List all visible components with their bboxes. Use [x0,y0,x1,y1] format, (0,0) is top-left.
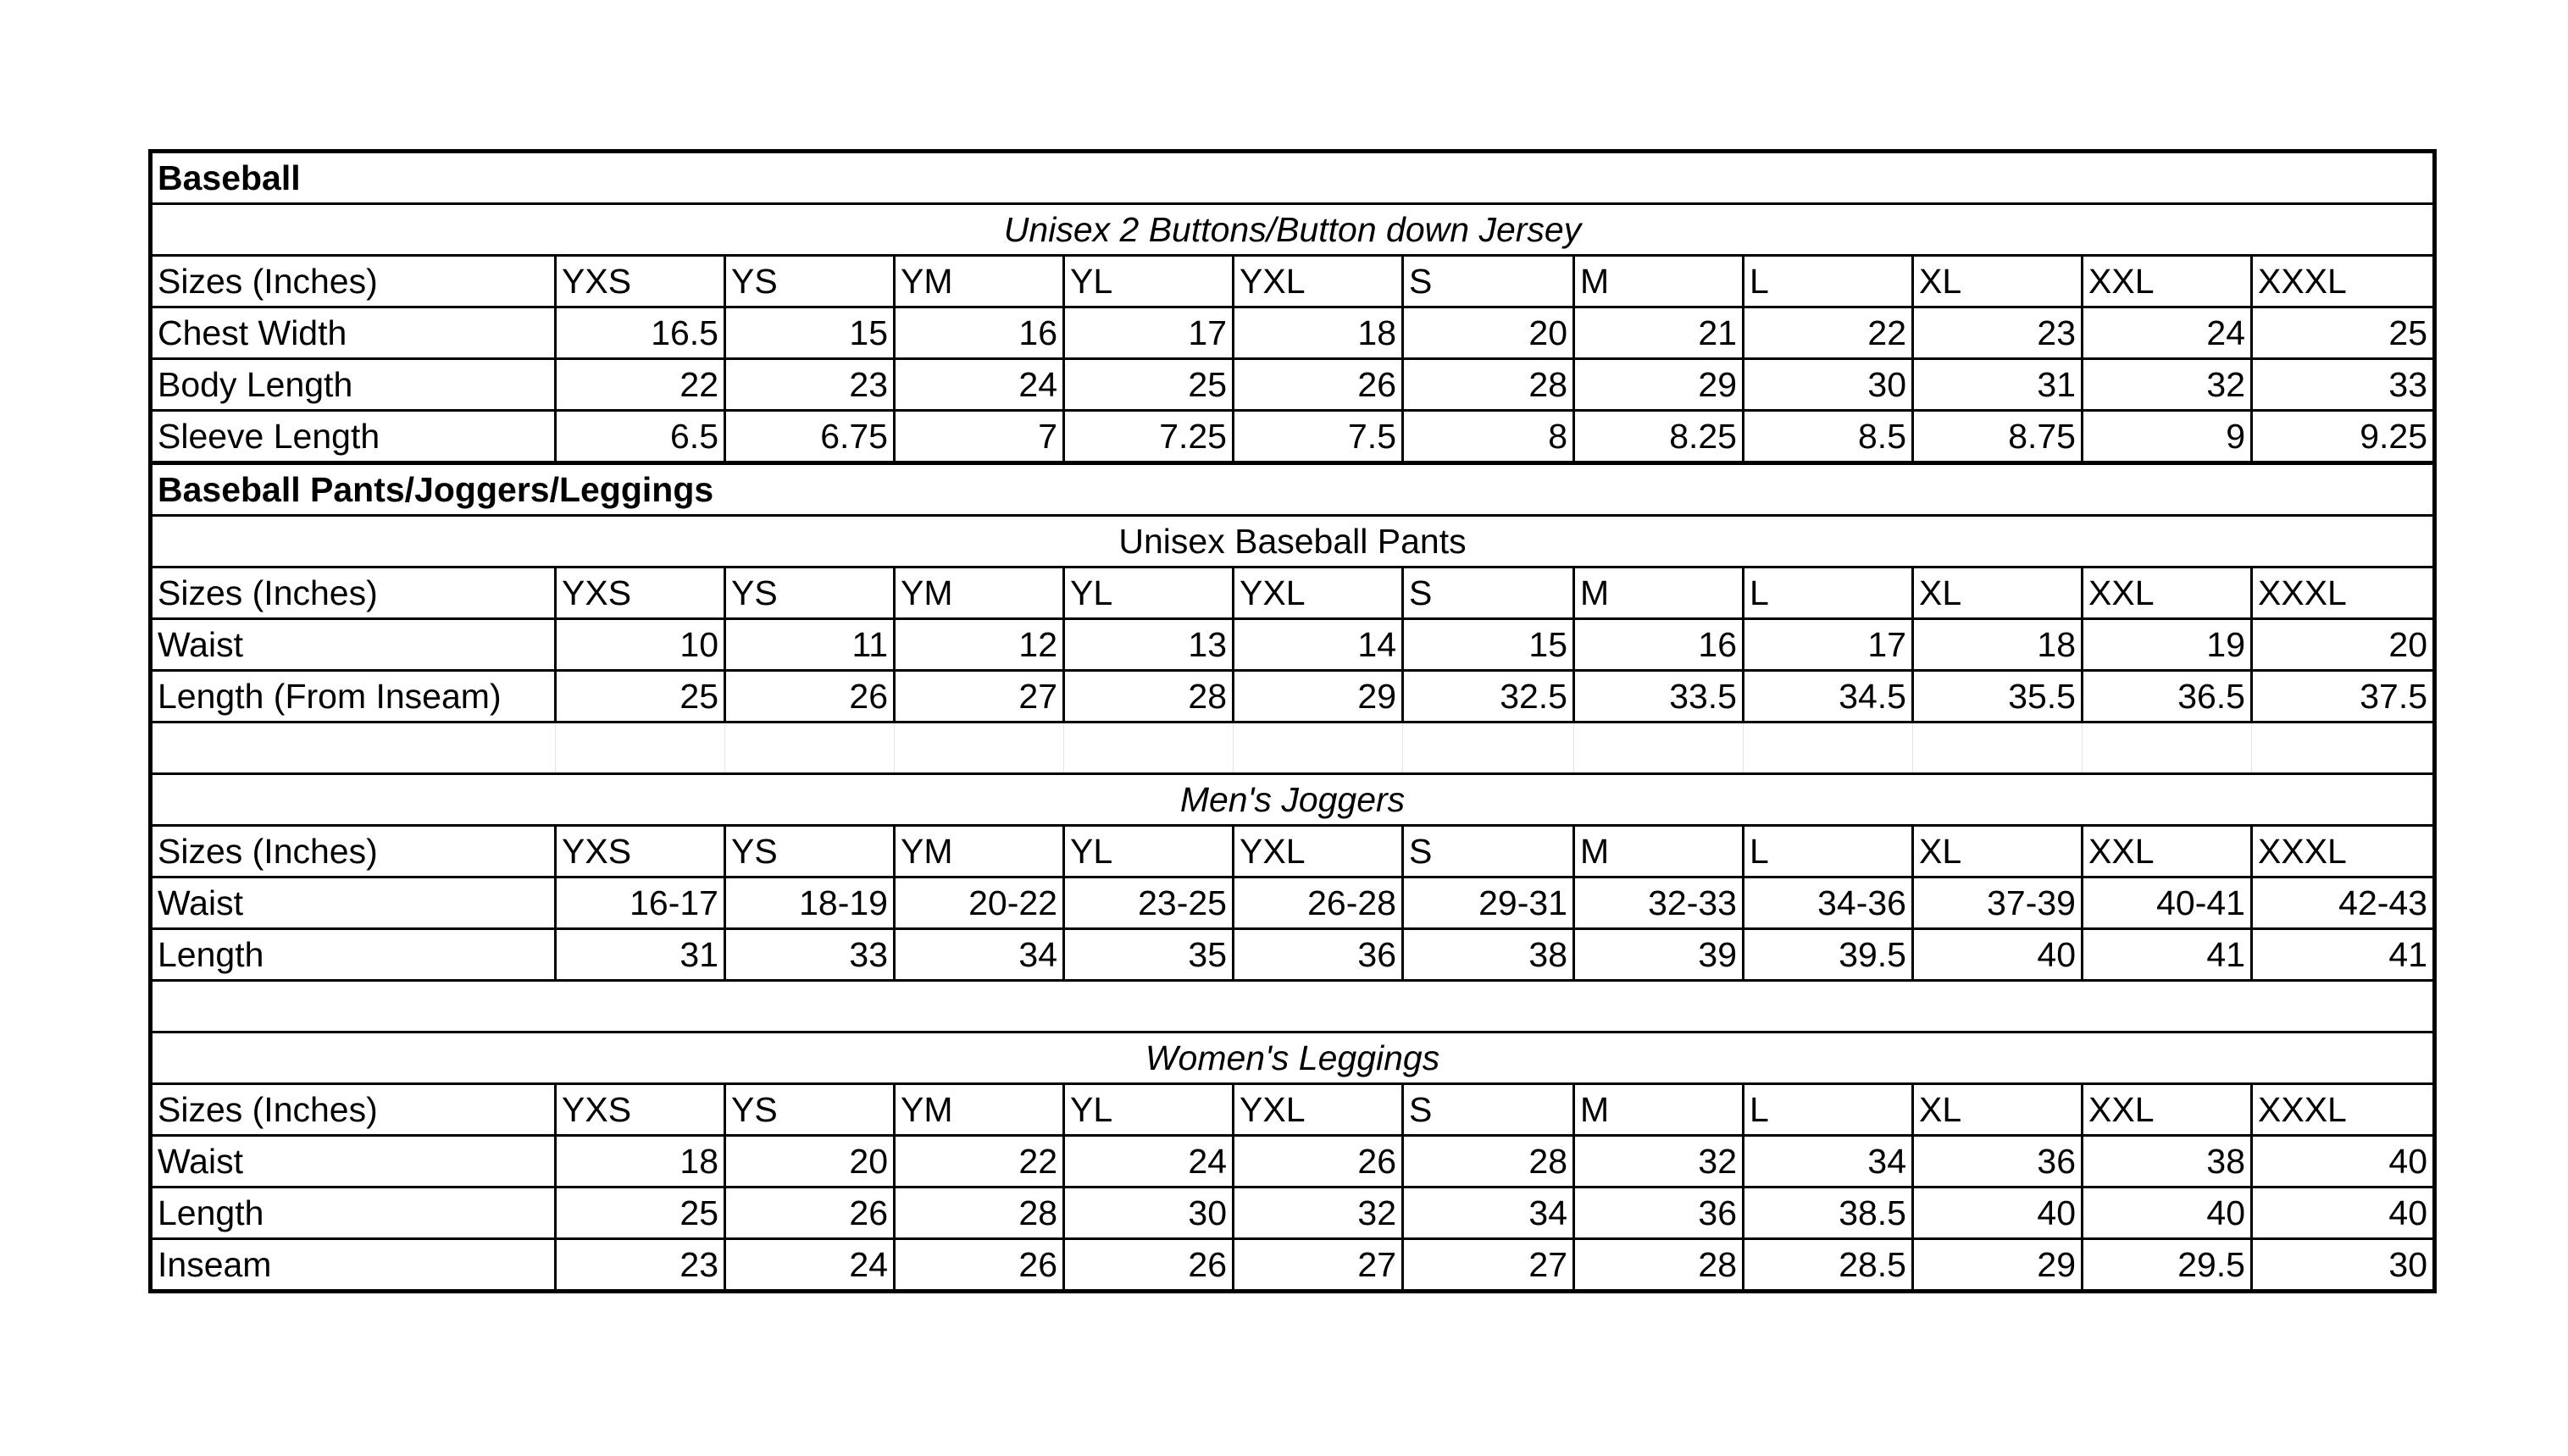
size-header-cell: S [1403,826,1574,877]
size-header-row [151,567,2435,619]
size-header-cell: YL [1064,256,1234,307]
measurement-value: 22 [1744,307,1913,359]
measurement-value: 20 [725,1136,895,1187]
measurement-value: 32 [2083,359,2252,411]
measurement-value: 11 [725,619,895,671]
size-header-cell: YM [895,567,1064,619]
size-header-cell: M [1574,826,1744,877]
measurement-value: 38 [1403,929,1574,981]
measurement-label: Waist [151,877,556,929]
measurement-value: 26-28 [1234,877,1403,929]
measurement-value: 34.5 [1744,671,1913,722]
measurement-value: 26 [895,1239,1064,1292]
measurement-row [151,671,2435,722]
size-header-cell: M [1574,1084,1744,1136]
measurement-value: 16 [895,307,1064,359]
blank-cell [1574,722,1744,774]
section-title-row [151,204,2435,256]
measurement-value: 15 [725,307,895,359]
measurement-value: 37-39 [1913,877,2083,929]
size-header-cell: YM [895,1084,1064,1136]
measurement-row [151,1239,2435,1292]
measurement-label: Waist [151,619,556,671]
measurement-value: 27 [895,671,1064,722]
blank-cell [1064,722,1234,774]
size-header-cell: XXL [2083,1084,2252,1136]
section-title-row [151,1032,2435,1084]
blank-cell [2252,722,2435,774]
measurement-value: 34 [895,929,1064,981]
size-header-cell: L [1744,1084,1913,1136]
size-chart-body [151,152,2435,1292]
measurement-value: 13 [1064,619,1234,671]
category-title: Baseball Pants/Joggers/Leggings [151,463,2435,516]
size-header-cell: YXL [1234,256,1403,307]
size-header-cell: YXL [1234,567,1403,619]
measurement-value: 34-36 [1744,877,1913,929]
blank-row [151,981,2435,1032]
section-title-row [151,516,2435,567]
measurement-value: 40 [1913,1187,2083,1239]
measurement-value: 26 [1234,1136,1403,1187]
size-header-cell: YS [725,567,895,619]
measurement-value: 38 [2083,1136,2252,1187]
measurement-value: 36 [1574,1187,1744,1239]
measurement-value: 33 [725,929,895,981]
measurement-value: 22 [556,359,725,411]
measurement-value: 29.5 [2083,1239,2252,1292]
measurement-value: 16-17 [556,877,725,929]
measurement-value: 24 [895,359,1064,411]
size-header-cell: XL [1913,567,2083,619]
measurement-value: 23 [725,359,895,411]
measurement-label: Length [151,1187,556,1239]
measurement-value: 36 [1913,1136,2083,1187]
sizes-header-label: Sizes (Inches) [151,1084,556,1136]
measurement-value: 28 [1574,1239,1744,1292]
size-header-cell: XXXL [2252,1084,2435,1136]
measurement-value: 40-41 [2083,877,2252,929]
measurement-value: 28.5 [1744,1239,1913,1292]
measurement-value: 25 [556,671,725,722]
measurement-value: 28 [895,1187,1064,1239]
size-header-cell: YXS [556,1084,725,1136]
category-row [151,152,2435,204]
size-header-cell: YS [725,826,895,877]
measurement-row [151,307,2435,359]
blank-cell [151,722,556,774]
size-header-cell: YS [725,1084,895,1136]
measurement-value: 32 [1234,1187,1403,1239]
measurement-value: 17 [1744,619,1913,671]
measurement-value: 16 [1574,619,1744,671]
measurement-value: 27 [1234,1239,1403,1292]
measurement-value: 27 [1403,1239,1574,1292]
measurement-label: Inseam [151,1239,556,1292]
measurement-value: 18 [1234,307,1403,359]
measurement-row [151,619,2435,671]
size-header-cell: S [1403,567,1574,619]
measurement-row [151,411,2435,463]
measurement-value: 21 [1574,307,1744,359]
measurement-value: 30 [2252,1239,2435,1292]
measurement-value: 28 [1403,359,1574,411]
section-title-row [151,774,2435,826]
measurement-value: 25 [1064,359,1234,411]
size-header-cell: YL [1064,1084,1234,1136]
measurement-value: 37.5 [2252,671,2435,722]
measurement-value: 32.5 [1403,671,1574,722]
measurement-value: 39 [1574,929,1744,981]
size-header-cell: YXS [556,256,725,307]
sizes-header-label: Sizes (Inches) [151,567,556,619]
blank-cell [1234,722,1403,774]
measurement-value: 26 [1234,359,1403,411]
measurement-value: 41 [2252,929,2435,981]
size-header-cell: YL [1064,826,1234,877]
measurement-value: 23 [1913,307,2083,359]
measurement-value: 40 [2252,1187,2435,1239]
measurement-value: 28 [1403,1136,1574,1187]
measurement-value: 29 [1234,671,1403,722]
measurement-label: Sleeve Length [151,411,556,463]
measurement-value: 39.5 [1744,929,1913,981]
measurement-value: 29-31 [1403,877,1574,929]
measurement-value: 24 [725,1239,895,1292]
blank-cell [151,981,2435,1032]
measurement-value: 32-33 [1574,877,1744,929]
size-header-row [151,256,2435,307]
size-header-cell: YXS [556,826,725,877]
measurement-value: 7.25 [1064,411,1234,463]
measurement-value: 9 [2083,411,2252,463]
sizes-header-label: Sizes (Inches) [151,826,556,877]
size-header-cell: XL [1913,826,2083,877]
measurement-value: 8.5 [1744,411,1913,463]
measurement-value: 31 [1913,359,2083,411]
measurement-value: 38.5 [1744,1187,1913,1239]
measurement-value: 16.5 [556,307,725,359]
measurement-value: 31 [556,929,725,981]
measurement-value: 12 [895,619,1064,671]
measurement-value: 26 [725,1187,895,1239]
measurement-value: 18 [556,1136,725,1187]
measurement-value: 8 [1403,411,1574,463]
measurement-value: 24 [1064,1136,1234,1187]
measurement-value: 40 [1913,929,2083,981]
measurement-value: 30 [1744,359,1913,411]
measurement-value: 7 [895,411,1064,463]
measurement-value: 26 [1064,1239,1234,1292]
measurement-value: 42-43 [2252,877,2435,929]
measurement-value: 7.5 [1234,411,1403,463]
size-header-cell: YS [725,256,895,307]
section-title: Women's Leggings [151,1032,2435,1084]
size-header-cell: L [1744,826,1913,877]
blank-cell [556,722,725,774]
measurement-value: 29 [1913,1239,2083,1292]
measurement-value: 28 [1064,671,1234,722]
measurement-value: 20-22 [895,877,1064,929]
measurement-value: 33.5 [1574,671,1744,722]
measurement-label: Body Length [151,359,556,411]
measurement-value: 22 [895,1136,1064,1187]
size-header-cell: XXXL [2252,256,2435,307]
measurement-value: 20 [1403,307,1574,359]
size-header-cell: L [1744,256,1913,307]
measurement-value: 19 [2083,619,2252,671]
measurement-value: 14 [1234,619,1403,671]
size-header-cell: L [1744,567,1913,619]
size-header-cell: XXL [2083,826,2252,877]
measurement-value: 36.5 [2083,671,2252,722]
size-header-cell: XL [1913,256,2083,307]
measurement-value: 23-25 [1064,877,1234,929]
size-header-cell: S [1403,256,1574,307]
size-chart-table [148,149,2437,1293]
blank-cell [1744,722,1913,774]
measurement-value: 35.5 [1913,671,2083,722]
category-title: Baseball [151,152,2435,204]
blank-row [151,722,2435,774]
measurement-value: 20 [2252,619,2435,671]
measurement-value: 40 [2252,1136,2435,1187]
measurement-row [151,359,2435,411]
measurement-value: 33 [2252,359,2435,411]
measurement-row [151,877,2435,929]
measurement-value: 10 [556,619,725,671]
measurement-value: 25 [556,1187,725,1239]
measurement-value: 40 [2083,1187,2252,1239]
measurement-row [151,1136,2435,1187]
measurement-value: 23 [556,1239,725,1292]
sizes-header-label: Sizes (Inches) [151,256,556,307]
category-row [151,463,2435,516]
measurement-value: 18-19 [725,877,895,929]
measurement-value: 8.25 [1574,411,1744,463]
measurement-value: 17 [1064,307,1234,359]
measurement-value: 35 [1064,929,1234,981]
measurement-value: 32 [1574,1136,1744,1187]
measurement-value: 8.75 [1913,411,2083,463]
blank-cell [2083,722,2252,774]
measurement-value: 18 [1913,619,2083,671]
measurement-value: 34 [1744,1136,1913,1187]
measurement-value: 15 [1403,619,1574,671]
blank-cell [725,722,895,774]
size-header-cell: YM [895,826,1064,877]
measurement-row [151,1187,2435,1239]
size-header-cell: YM [895,256,1064,307]
section-title: Unisex 2 Buttons/Button down Jersey [151,204,2435,256]
measurement-value: 6.75 [725,411,895,463]
measurement-value: 9.25 [2252,411,2435,463]
size-header-cell: XL [1913,1084,2083,1136]
size-header-row [151,1084,2435,1136]
measurement-value: 25 [2252,307,2435,359]
measurement-label: Length (From Inseam) [151,671,556,722]
size-header-cell: YXS [556,567,725,619]
measurement-value: 29 [1574,359,1744,411]
measurement-value: 34 [1403,1187,1574,1239]
size-header-row [151,826,2435,877]
measurement-row [151,929,2435,981]
blank-cell [1913,722,2083,774]
measurement-value: 36 [1234,929,1403,981]
size-header-cell: XXL [2083,567,2252,619]
size-header-cell: M [1574,256,1744,307]
size-header-cell: XXXL [2252,567,2435,619]
size-header-cell: YXL [1234,1084,1403,1136]
size-header-cell: S [1403,1084,1574,1136]
measurement-label: Chest Width [151,307,556,359]
size-header-cell: YL [1064,567,1234,619]
section-title: Unisex Baseball Pants [151,516,2435,567]
blank-cell [1403,722,1574,774]
measurement-value: 41 [2083,929,2252,981]
measurement-value: 30 [1064,1187,1234,1239]
measurement-label: Waist [151,1136,556,1187]
measurement-value: 24 [2083,307,2252,359]
measurement-value: 6.5 [556,411,725,463]
measurement-value: 26 [725,671,895,722]
size-header-cell: XXL [2083,256,2252,307]
size-header-cell: YXL [1234,826,1403,877]
blank-cell [895,722,1064,774]
size-header-cell: XXXL [2252,826,2435,877]
size-header-cell: M [1574,567,1744,619]
section-title: Men's Joggers [151,774,2435,826]
measurement-label: Length [151,929,556,981]
